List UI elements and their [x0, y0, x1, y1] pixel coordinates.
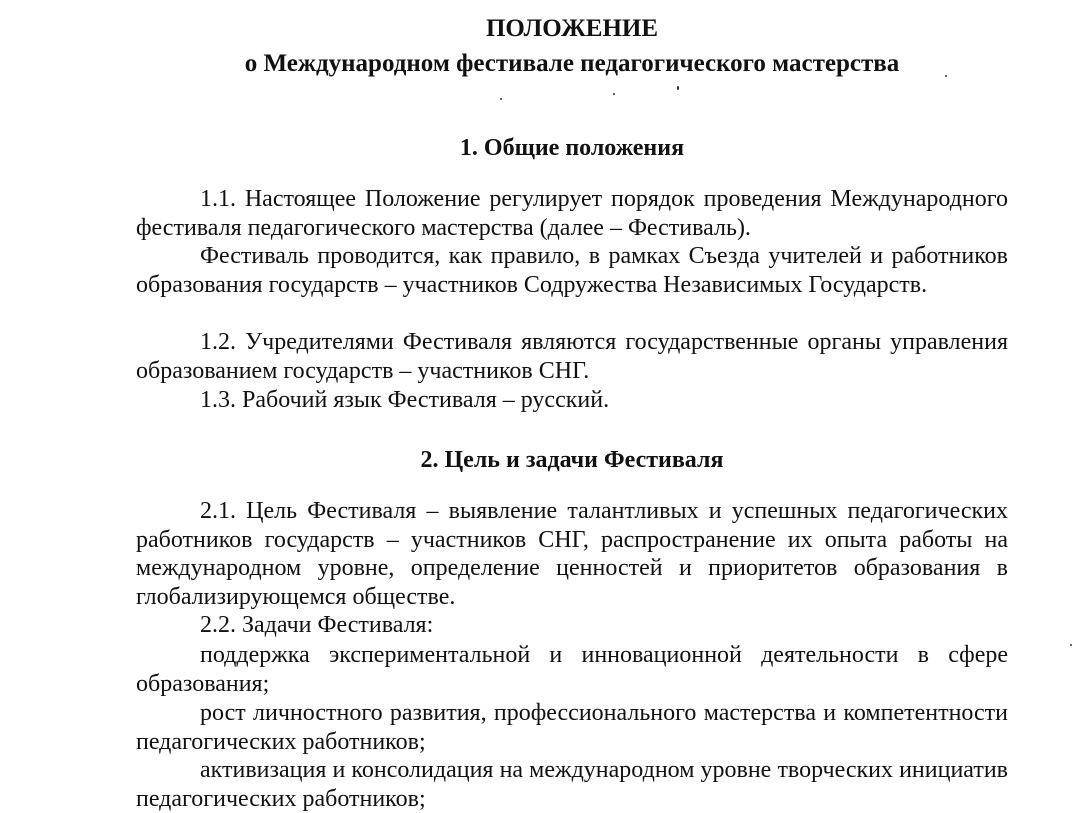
- paragraph-task-activation: активизация и консолидация на международном уровне творческих инициатив педагогических работников;: [136, 757, 1008, 812]
- paragraph-2-2: 2.2. Задачи Фестиваля:: [200, 612, 434, 638]
- scan-speck: [500, 98, 502, 100]
- paragraph-1-1: 1.1. Настоящее Положение регулирует порядок проведения Международного фестиваля педагогического мастерства (далее – Фестиваль).: [136, 186, 1008, 241]
- scan-speck: [945, 75, 947, 77]
- section-heading-general: 1. Общие положения: [459, 135, 685, 161]
- document-subtitle: о Международном фестивале педагогического мастерства: [244, 50, 900, 77]
- section-heading-goals: 2. Цель и задачи Фестиваля: [420, 447, 724, 473]
- scan-speck: [613, 93, 615, 95]
- scan-speck: [677, 86, 679, 90]
- paragraph-1-2: 1.2. Учредителями Фестиваля являются государственные органы управления образованием государств – участников СНГ.: [136, 329, 1008, 384]
- document-title: ПОЛОЖЕНИЕ: [485, 15, 659, 42]
- paragraph-1-1-note: Фестиваль проводится, как правило, в рамках Съезда учителей и работников образования государств – участников Содружества Независимых Государств.: [136, 243, 1008, 298]
- paragraph-2-1: 2.1. Цель Фестиваля – выявление талантливых и успешных педагогических работников государств – участников СНГ, распространение их опыта работы на международном уровне, определение ценностей и приоритетов образования в глобализирующемся обществе.: [136, 498, 1008, 610]
- scan-speck: [1070, 644, 1072, 646]
- paragraph-1-3: 1.3. Рабочий язык Фестиваля – русский.: [200, 387, 610, 413]
- paragraph-task-growth: рост личностного развития, профессионального мастерства и компетентности педагогических работников;: [136, 700, 1008, 755]
- paragraph-task-support: поддержка экспериментальной и инновационной деятельности в сфере образования;: [136, 642, 1008, 697]
